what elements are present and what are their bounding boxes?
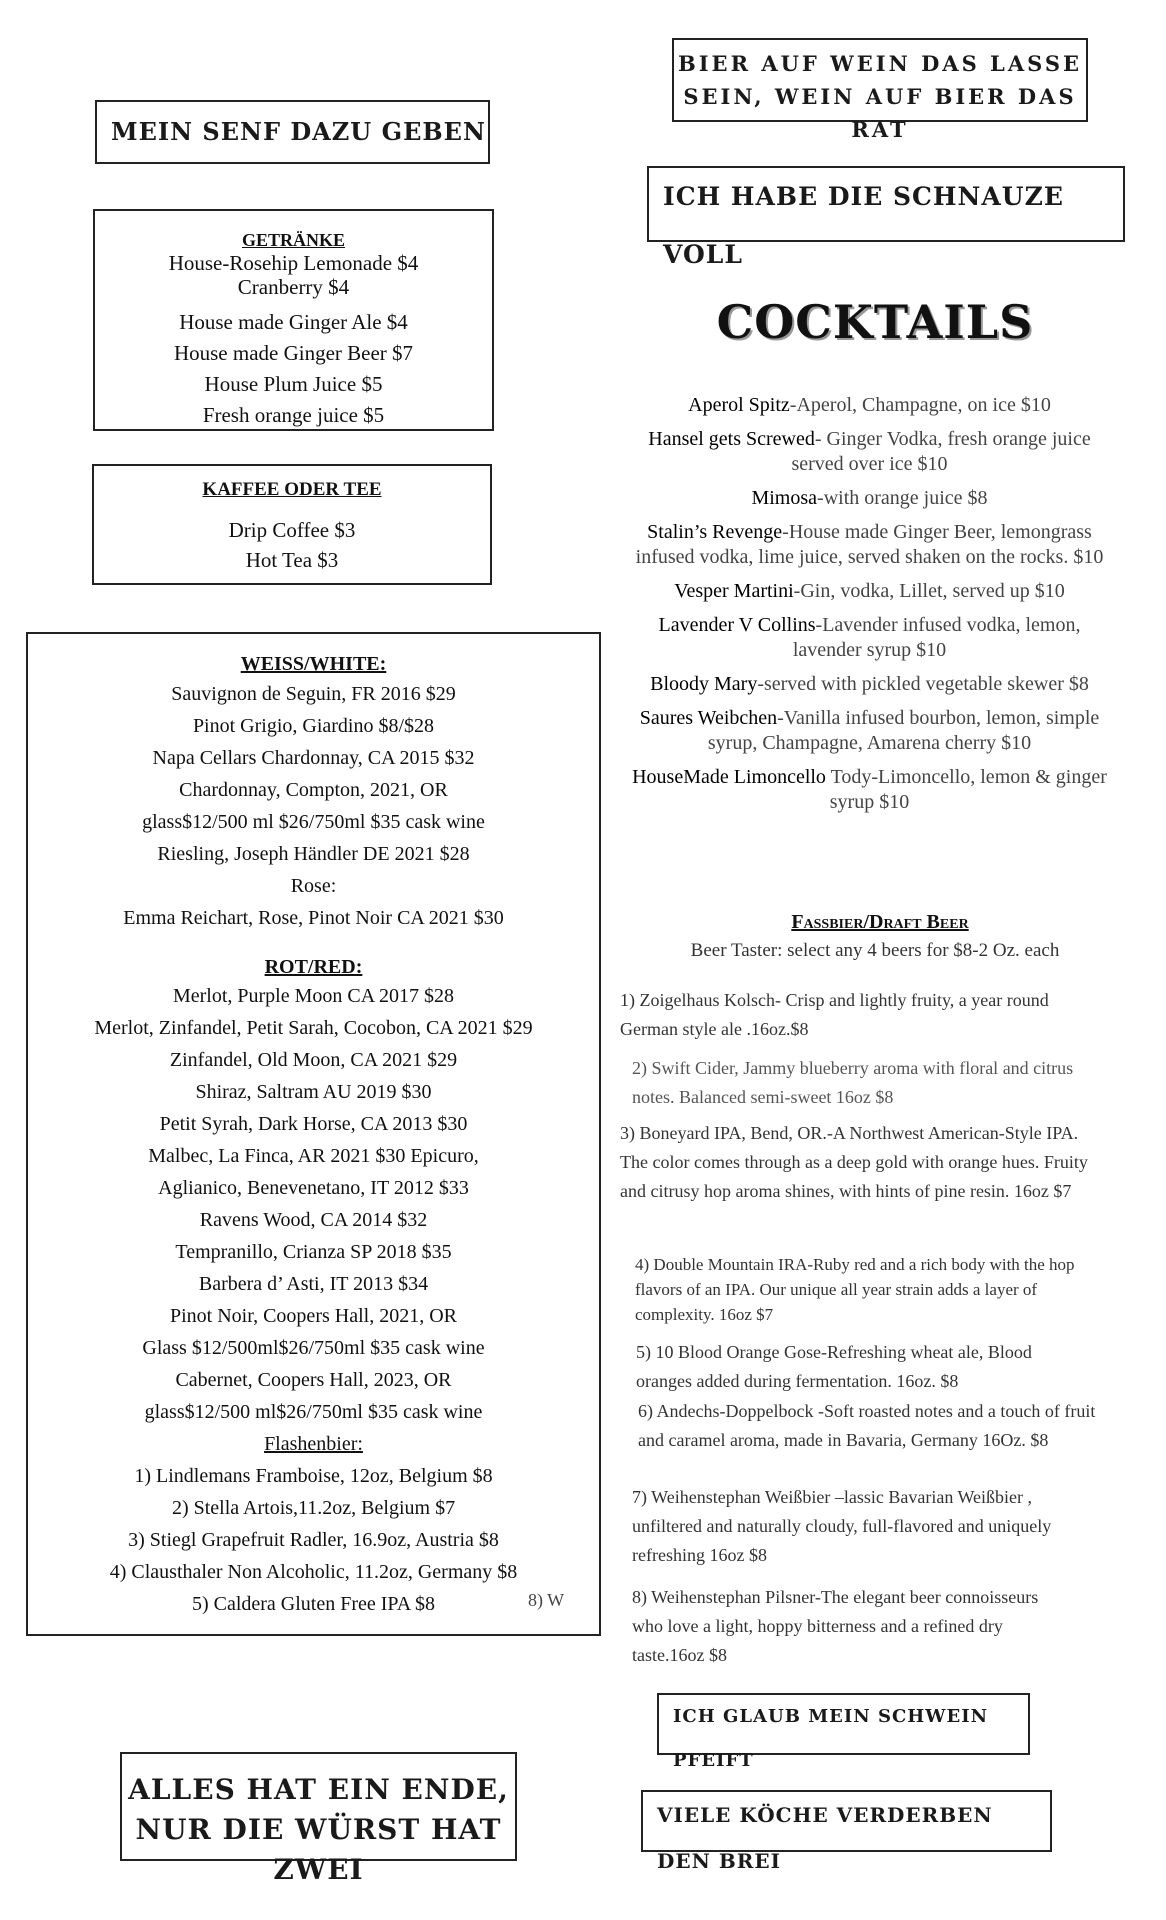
cocktail-name: Vesper Martini xyxy=(674,580,794,602)
white-wine-item: Emma Reichart, Rose, Pinot Noir CA 2021 $30 xyxy=(123,907,504,929)
cocktail-item xyxy=(622,520,1117,570)
bottle-beer-item: 3) Stiegl Grapefruit Radler, 16.9oz, Austria $8 xyxy=(128,1529,499,1551)
draft-beer-item: 7) Weihenstephan Weißbier –lassic Bavarian Weißbier , unfiltered and naturally cloudy, full-flavored and uniquely refreshing 16oz $8 xyxy=(632,1487,1052,1565)
wine-box xyxy=(26,632,601,1636)
draft-beer-title: Faßbier/Draft Beer xyxy=(791,911,969,933)
bottle-beer-item: 2) Stella Artois,11.2oz, Belgium $7 xyxy=(171,1497,456,1519)
red-wine-title: ROT/RED: xyxy=(264,956,363,978)
cocktail-name: Stalin’s Revenge xyxy=(647,521,783,543)
red-wine-item: Pinot Noir, Coopers Hall, 2021, OR xyxy=(170,1305,457,1327)
draft-beer-item: 8) Weihenstephan Pilsner-The elegant beer connoisseurs who love a light, hoppy bitterness and a refined dry taste.16oz $8 xyxy=(632,1587,1039,1665)
kaffee-title: KAFFEE ODER TEE xyxy=(202,479,382,500)
bottle-beer-item: 4) Clausthaler Non Alcoholic, 11.2oz, Germany $8 xyxy=(109,1561,518,1583)
cocktails-title: COCKTAILS xyxy=(716,295,1034,349)
slogan-schnauze: ICH HABE DIE SCHNAUZE VOLL xyxy=(647,166,1125,242)
cocktail-name: HouseMade Limoncello xyxy=(632,766,826,788)
slogan-bier-auf-wein: BIER AUF WEIN DAS LASSE SEIN, WEIN AUF BIER DAS RAT xyxy=(672,38,1088,122)
slogan-ende-line2: NUR DIE WÜRST HAT ZWEI xyxy=(135,1813,502,1886)
getraenke-item: Fresh orange juice $5 xyxy=(202,403,385,427)
kaffee-box xyxy=(92,464,492,585)
draft-beer-item: 2) Swift Cider, Jammy blueberry aroma with floral and citrus notes. Balanced semi-sweet 16oz $8 xyxy=(632,1058,1074,1107)
draft-beer-item: 3) Boneyard IPA, Bend, OR.-A Northwest American-Style IPA. The color comes through as a deep gold with orange hues. Fruity and citrusy hop aroma shines, with hints of pine resin. 16oz $7 xyxy=(620,1123,1088,1201)
white-wine-title: WEISS/WHITE: xyxy=(240,653,387,675)
draft-beer-item: 5) 10 Blood Orange Gose-Refreshing wheat ale, Blood oranges added during fermentation. 16oz. $8 xyxy=(636,1342,1032,1391)
cocktail-item xyxy=(622,672,1117,697)
cocktail-name: Saures Weibchen xyxy=(639,707,778,729)
cocktail-description: -served with pickled vegetable skewer $8 xyxy=(757,673,1089,695)
red-wine-item: Merlot, Purple Moon CA 2017 $28 xyxy=(172,985,455,1007)
cocktail-item xyxy=(622,613,1117,663)
getraenke-item: House made Ginger Ale $4 xyxy=(179,310,408,334)
cocktail-item xyxy=(622,579,1117,604)
bottle-beer-title: Flashenbier: xyxy=(264,1433,363,1455)
cocktail-description: -with orange juice $8 xyxy=(817,487,988,509)
cocktail-description: -Lavender infused vodka, lemon, lavender syrup $10 xyxy=(792,614,1081,661)
getraenke-title: GETRÄNKE xyxy=(241,230,346,250)
cocktail-item xyxy=(622,706,1117,756)
draft-beer-item: 6) Andechs-Doppelbock -Soft roasted notes and a touch of fruit and caramel aroma, made in Bavaria, Germany 16Oz. $8 xyxy=(638,1401,1096,1450)
white-wine-item: Sauvignon de Seguin, FR 2016 $29 xyxy=(171,683,456,705)
cocktail-item xyxy=(622,765,1117,815)
slogan-alles-hat-ein-ende xyxy=(120,1752,517,1886)
cocktail-description: -Vanilla infused bourbon, lemon, simple syrup, Champagne, Amarena cherry $10 xyxy=(707,707,1100,754)
red-wine-item: Glass $12/500ml$26/750ml $35 cask wine xyxy=(142,1337,485,1359)
slogan-schwein: ICH GLAUB MEIN SCHWEIN PFEIFT xyxy=(657,1693,1030,1755)
red-wine-item: glass$12/500 ml$26/750ml $35 cask wine xyxy=(144,1401,483,1423)
red-wine-item: Malbec, La Finca, AR 2021 $30 Epicuro, xyxy=(148,1145,479,1167)
white-wine-item: Rose: xyxy=(290,875,337,897)
white-wine-item: Riesling, Joseph Händler DE 2021 $28 xyxy=(157,843,470,865)
cocktail-description: -Gin, vodka, Lillet, served up $10 xyxy=(793,580,1065,602)
red-wine-item: Merlot, Zinfandel, Petit Sarah, Cocobon, CA 2021 $29 xyxy=(94,1017,533,1039)
slogan-koeche: VIELE KÖCHE VERDERBEN DEN BREI xyxy=(641,1790,1052,1852)
draft-beer-subtitle: Beer Taster: select any 4 beers for $8-2 Oz. each xyxy=(690,940,1060,961)
red-wine-item: Petit Syrah, Dark Horse, CA 2013 $30 xyxy=(159,1113,468,1135)
cocktail-list xyxy=(622,393,1117,824)
cocktail-item xyxy=(622,393,1117,418)
red-wine-item: Aglianico, Benevenetano, IT 2012 $33 xyxy=(158,1177,469,1199)
cocktail-name: Lavender V Collins xyxy=(658,614,816,636)
draft-beer-item: 4) Double Mountain IRA-Ruby red and a rich body with the hop flavors of an IPA. Our unique all year strain adds a layer of complexity. 16oz $7 xyxy=(635,1255,1075,1324)
getraenke-item: House Plum Juice $5 xyxy=(204,372,383,396)
slogan-ende-line1: ALLES HAT EIN ENDE, xyxy=(128,1773,509,1806)
white-wine-item: glass$12/500 ml $26/750ml $35 cask wine xyxy=(142,811,485,833)
getraenke-item: House-Rosehip Lemonade $4 xyxy=(168,251,419,275)
red-wine-item: Cabernet, Coopers Hall, 2023, OR xyxy=(175,1369,452,1391)
red-wine-item: Zinfandel, Old Moon, CA 2021 $29 xyxy=(169,1049,458,1071)
white-wine-item: Pinot Grigio, Giardino $8/$28 xyxy=(192,715,435,737)
bottle-beer-item: 5) Caldera Gluten Free IPA $8 xyxy=(191,1593,436,1615)
draft-beer-item: 1) Zoigelhaus Kolsch- Crisp and lightly fruity, a year round German style ale .16oz.$8 xyxy=(620,990,1049,1039)
white-wine-item: Napa Cellars Chardonnay, CA 2015 $32 xyxy=(152,747,475,769)
cocktail-item xyxy=(622,427,1117,477)
red-wine-item: Shiraz, Saltram AU 2019 $30 xyxy=(195,1081,432,1103)
getraenke-box xyxy=(93,209,494,431)
red-wine-item: Tempranillo, Crianza SP 2018 $35 xyxy=(175,1241,452,1263)
cocktail-description: -House made Ginger Beer, lemongrass infused vodka, lime juice, served shaken on the rocks. $10 xyxy=(635,521,1104,568)
cocktail-description: Tody-Limoncello, lemon & ginger syrup $10 xyxy=(825,766,1107,813)
cocktail-name: Hansel gets Screwed xyxy=(648,428,815,450)
slogan-senf: MEIN SENF DAZU GEBEN xyxy=(95,100,490,164)
cocktail-description: -Aperol, Champagne, on ice $10 xyxy=(789,394,1051,416)
kaffee-item: Hot Tea $3 xyxy=(245,548,339,572)
cocktail-name: Bloody Mary xyxy=(650,673,758,695)
cocktail-name: Aperol Spitz xyxy=(688,394,790,416)
getraenke-item: Cranberry $4 xyxy=(237,275,350,299)
cocktail-description: - Ginger Vodka, fresh orange juice served over ice $10 xyxy=(791,428,1091,475)
overflow-note: 8) W xyxy=(528,1590,565,1610)
cocktail-name: Mimosa xyxy=(751,487,818,509)
cocktail-item xyxy=(622,486,1117,511)
kaffee-item: Drip Coffee $3 xyxy=(228,518,356,542)
white-wine-item: Chardonnay, Compton, 2021, OR xyxy=(179,779,448,801)
red-wine-item: Ravens Wood, CA 2014 $32 xyxy=(199,1209,428,1231)
bottle-beer-item: 1) Lindlemans Framboise, 12oz, Belgium $8 xyxy=(134,1465,493,1487)
getraenke-item: House made Ginger Beer $7 xyxy=(173,341,414,365)
red-wine-item: Barbera d’ Asti, IT 2013 $34 xyxy=(198,1273,429,1295)
